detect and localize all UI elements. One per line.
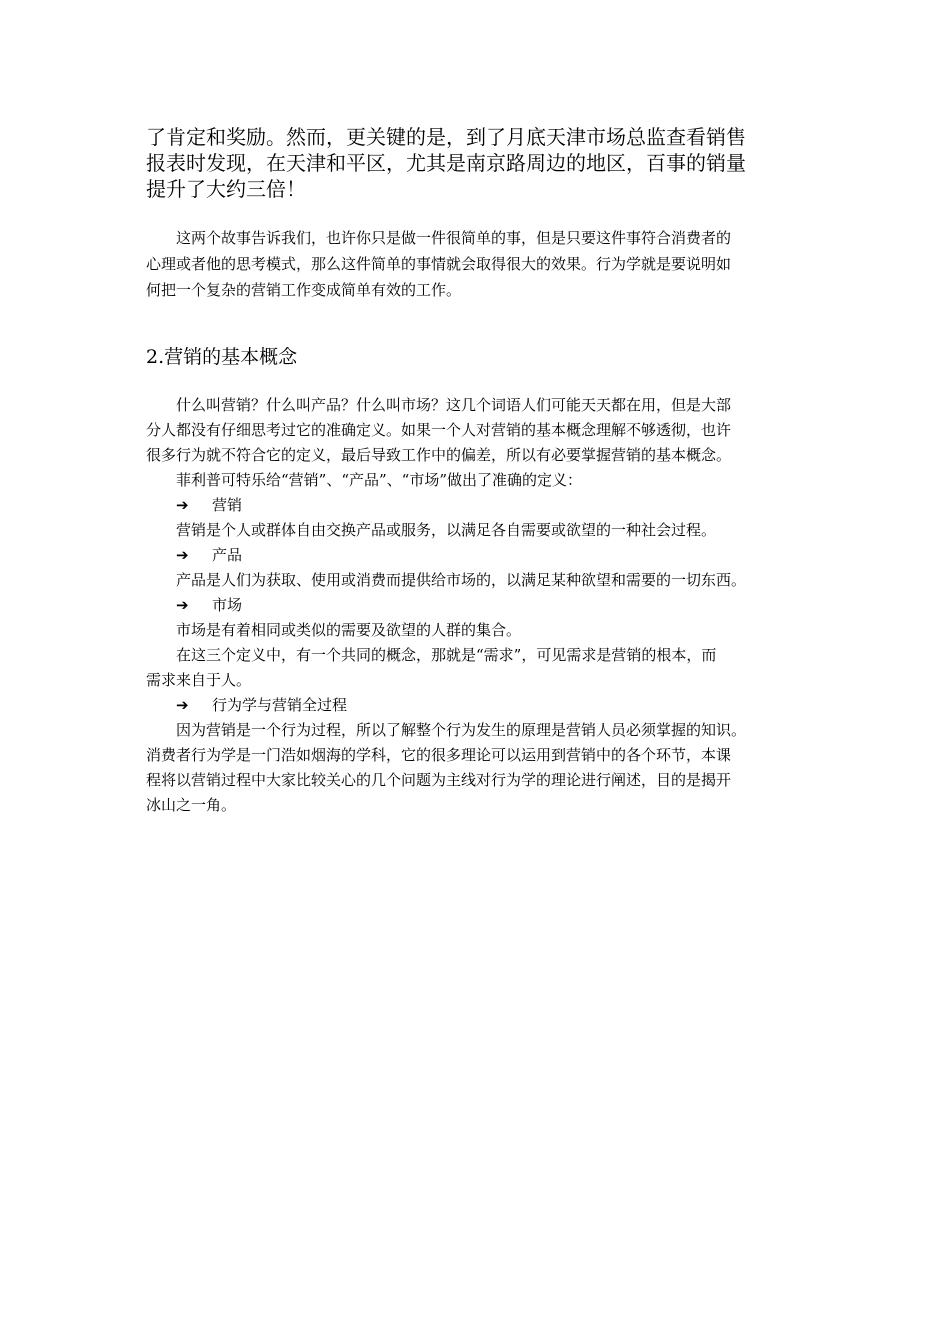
- bullet-behavior-label: 行为学与营销全过程: [212, 696, 348, 714]
- summary-line-2: 心理或者他的思考模式，那么这件简单的事情就会取得很大的效果。行为学就是要说明如: [146, 255, 732, 273]
- bullet-product: [146, 543, 836, 568]
- bullet-behavior: [146, 693, 836, 718]
- summary-paragraph: [146, 225, 826, 303]
- section-heading: 2.营销的基本概念: [146, 346, 298, 368]
- intro-line-3: 提升了大约三倍！: [146, 177, 306, 201]
- para3-line-1: 在这三个定义中，有一个共同的概念，那就是“需求”，可见需求是营销的根本，而: [176, 646, 717, 664]
- bullet-market: [146, 593, 836, 618]
- para3-line-2: 需求来自于人。: [146, 671, 252, 689]
- summary-line-3: 何把一个复杂的营销工作变成简单有效的工作。: [146, 281, 462, 299]
- para4-line-4: 冰山之一角。: [146, 796, 237, 814]
- def-market: 市场是有着相同或类似的需要及欲望的人群的集合。: [176, 621, 522, 639]
- bullet-market-label: 市场: [212, 596, 243, 614]
- para2-line: 菲利普可特乐给“营销”、“产品”、“市场”做出了准确的定义：: [176, 471, 583, 489]
- intro-paragraph: [146, 124, 816, 202]
- para1-line-2: 分人都没有仔细思考过它的准确定义。如果一个人对营销的基本概念理解不够透彻，也许: [146, 421, 732, 439]
- arrow-right-icon: ➔: [176, 596, 189, 614]
- arrow-right-icon: ➔: [176, 496, 189, 514]
- section-body: [146, 393, 836, 818]
- bullet-marketing-label: 营销: [212, 496, 243, 514]
- intro-line-1: 了肯定和奖励。然而，更关键的是，到了月底天津市场总监查看销售: [146, 125, 746, 149]
- arrow-right-icon: ➔: [176, 546, 189, 564]
- summary-line-1: 这两个故事告诉我们，也许你只是做一件很简单的事，但是只要这件事符合消费者的: [176, 229, 732, 247]
- para1-line-3: 很多行为就不符合它的定义，最后导致工作中的偏差，所以有必要掌握营销的基本概念。: [146, 446, 732, 464]
- def-product: 产品是人们为获取、使用或消费而提供给市场的，以满足某种欲望和需要的一切东西。: [176, 571, 747, 589]
- para4-line-3: 程将以营销过程中大家比较关心的几个问题为主线对行为学的理论进行阐述，目的是揭开: [146, 771, 732, 789]
- bullet-marketing: [146, 493, 836, 518]
- arrow-right-icon: ➔: [176, 696, 189, 714]
- para4-line-2: 消费者行为学是一门浩如烟海的学科，它的很多理论可以运用到营销中的各个环节，本课: [146, 746, 732, 764]
- def-marketing: 营销是个人或群体自由交换产品或服务，以满足各自需要或欲望的一种社会过程。: [176, 521, 717, 539]
- bullet-product-label: 产品: [212, 546, 243, 564]
- para4-line-1: 因为营销是一个行为过程，所以了解整个行为发生的原理是营销人员必须掌握的知识。: [176, 721, 747, 739]
- para1-line-1: 什么叫营销？什么叫产品？什么叫市场？这几个词语人们可能天天都在用，但是大部: [176, 396, 732, 414]
- intro-line-2: 报表时发现，在天津和平区，尤其是南京路周边的地区，百事的销量: [146, 151, 746, 175]
